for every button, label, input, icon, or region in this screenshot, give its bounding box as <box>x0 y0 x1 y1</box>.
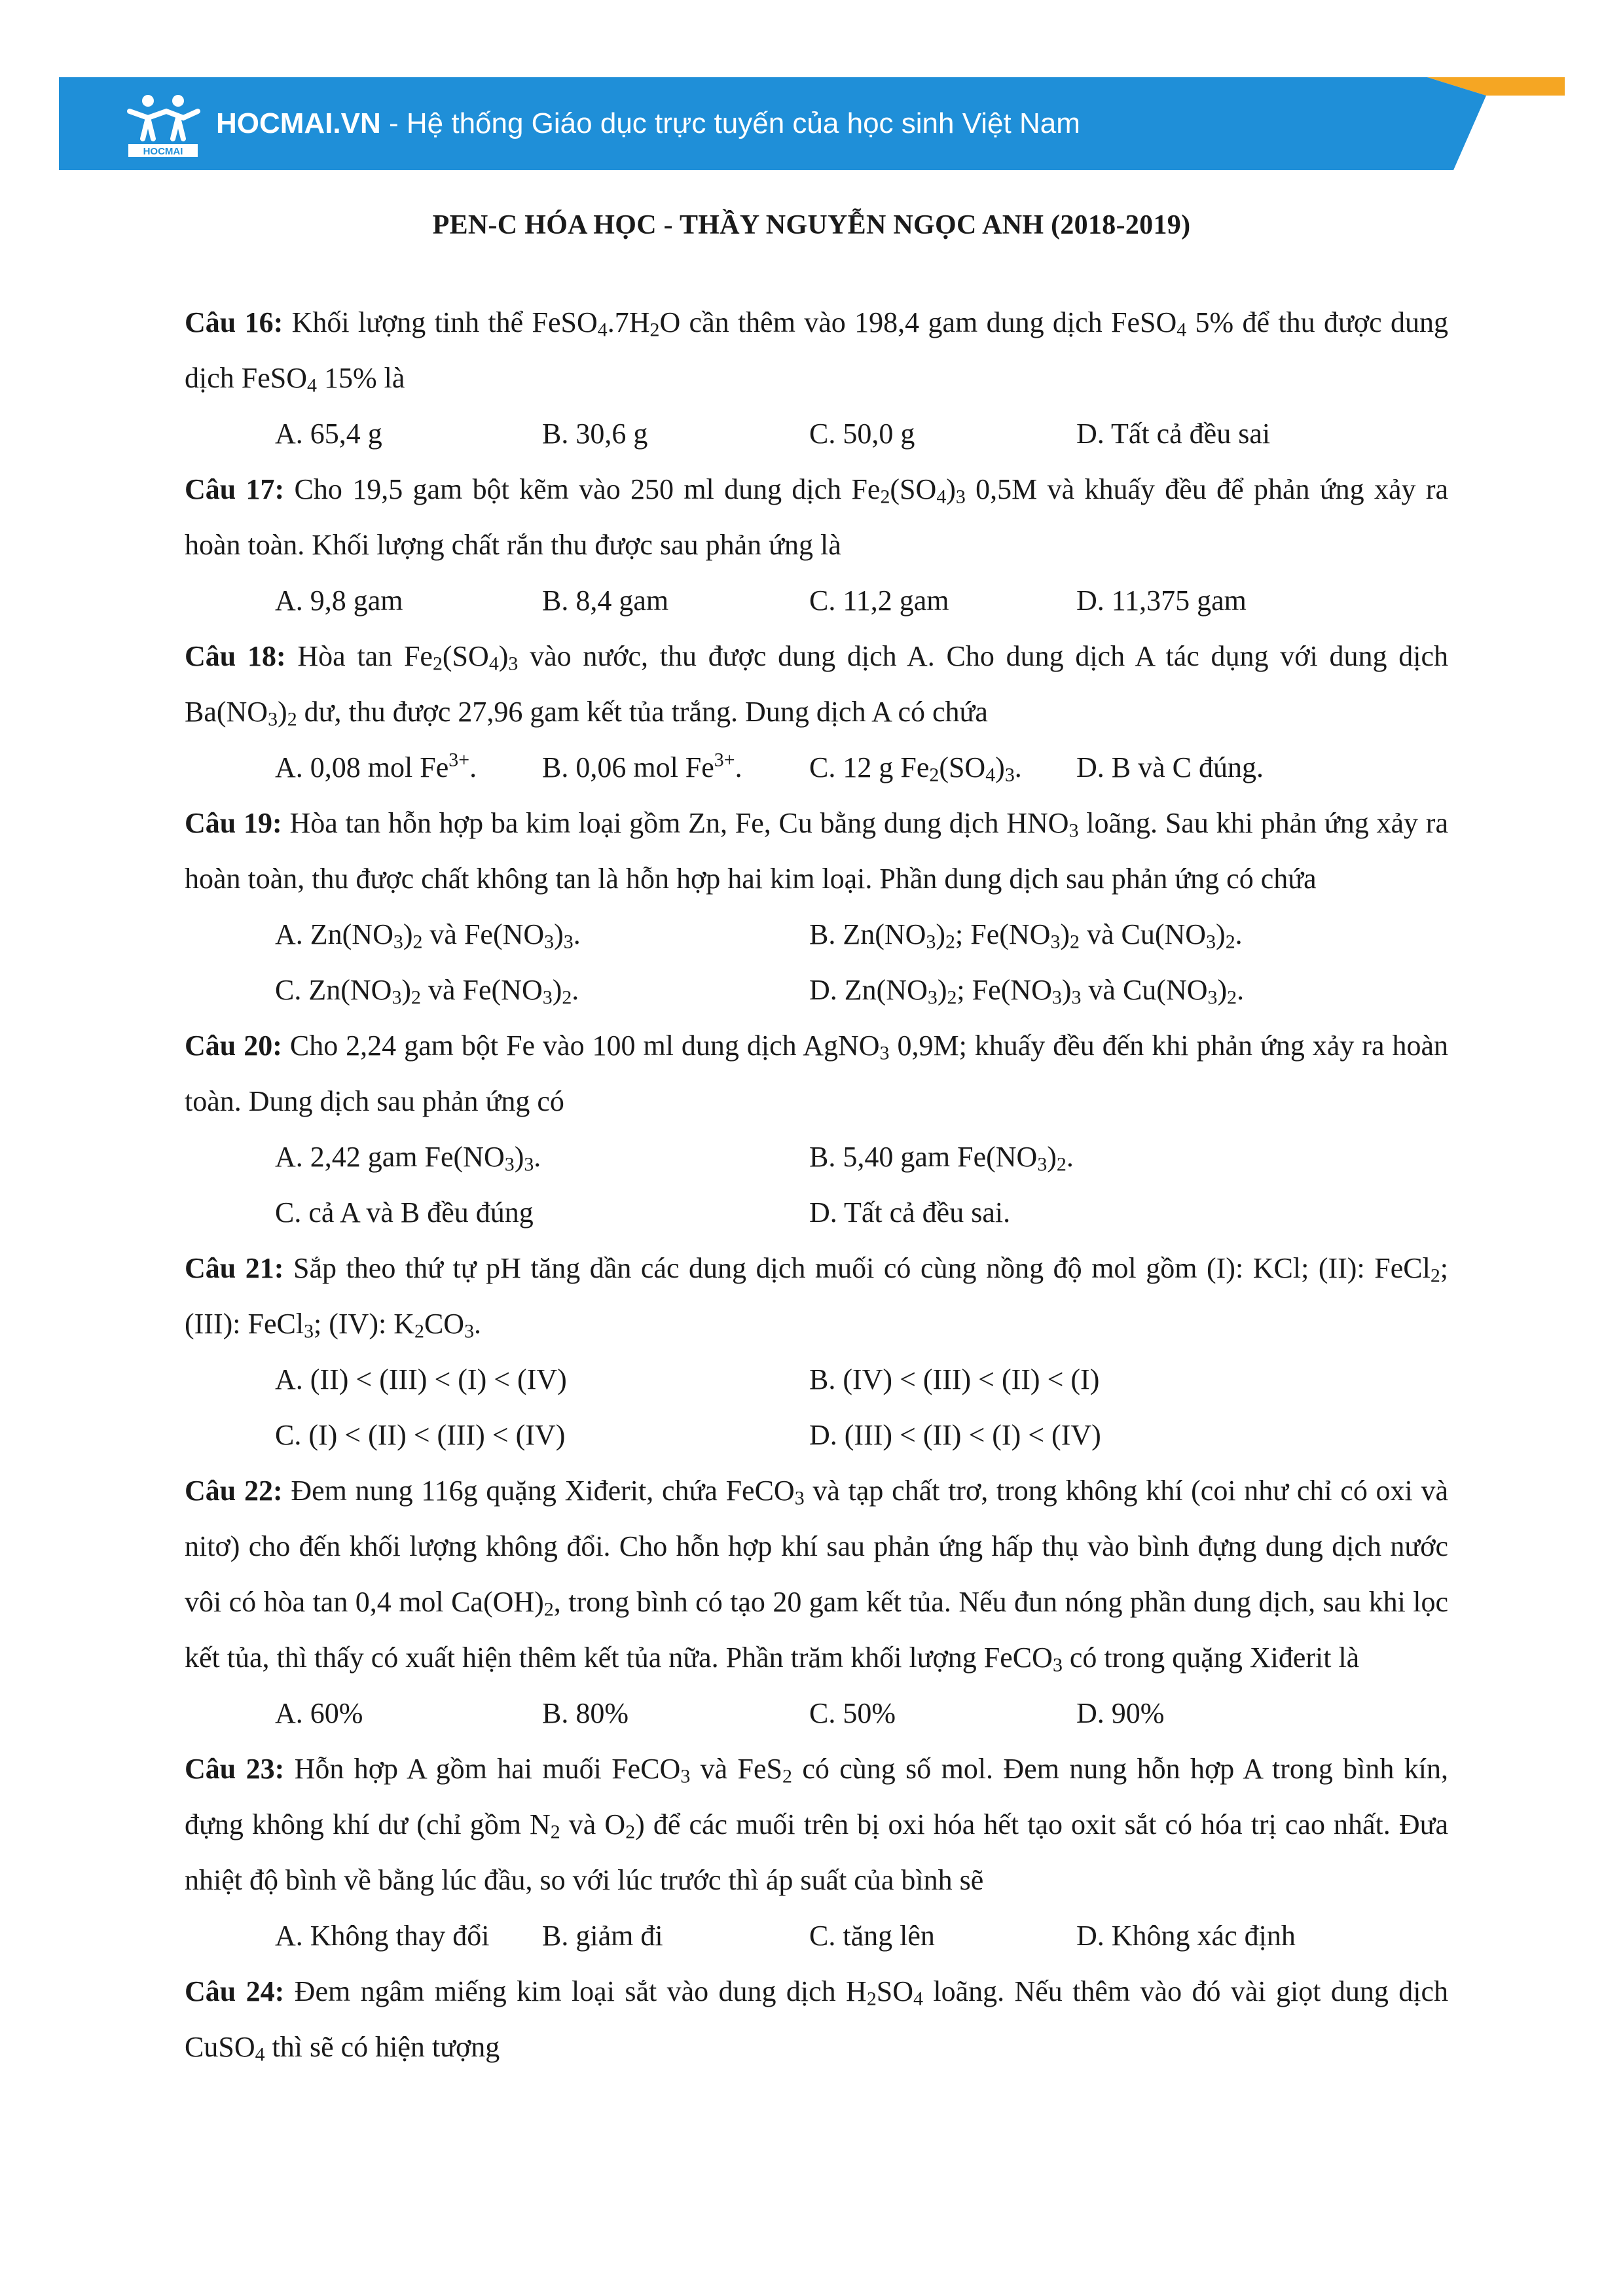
question-text: Đem nung 116g quặng Xiđerit, chứa FeCO$_3$ và tạp chất trơ, trong không khí (coi như chỉ có oxi và nitơ) cho đến khối lượng không đổi. Cho hỗn hợp khí sau phản ứng hấp thụ vào bình đựng dung dịch nước vôi có hòa tan 0,4 mol $Ca(OH)_2$, trong bình có tạo 20 gam kết tủa. Nếu đun nóng phần dung dịch, sau khi lọc kết tủa, thì thấy có xuất hiện thêm kết tủa nữa. Phần trăm khối lượng FeCO$_3$ có trong quặng Xiđerit là <box>185 1475 1449 1676</box>
logo-wordmark: HOCMAI <box>143 146 183 157</box>
question-text: Hòa $\tan Fe_2(SO_4)_3$ vào nước, thu được dung dịch A. Cho dung dịch A tác dụng với dung dịch $Ba(NO_3)_2$ dư, thu được 27,96 gam kết tủa trắng. Dung dịch A có chứa <box>185 640 1448 730</box>
question-stem <box>185 1463 1448 1685</box>
question-label: Câu 24: <box>185 1975 285 2007</box>
question-stem <box>185 295 1448 406</box>
question-text: Đem ngâm miếng kim loại sắt vào dung dịch $H_2SO_4$ loãng. Nếu thêm vào đó vài giọt dung dịch CuSO$_4$ thì sẽ có hiện tượng <box>185 1975 1448 2066</box>
question-16 <box>185 295 1448 461</box>
answer-option-b[interactable]: B. (IV) < (III) < (II) < (I) <box>809 1363 1100 1395</box>
answer-option-c[interactable]: C. tăng lên <box>809 1920 935 1952</box>
question-stem <box>185 1018 1448 1129</box>
question-stem <box>185 1741 1448 1908</box>
hocmai-logo[interactable] <box>124 92 202 160</box>
answer-option-c[interactable]: C. 11,2 gam <box>809 584 949 617</box>
answer-option-b[interactable]: B. 5,40 gam $Fe(NO_3)_2$. <box>809 1141 1074 1175</box>
answer-option-d[interactable]: D. 11,375 gam <box>1076 584 1247 617</box>
answer-option-c[interactable]: C. 50,0 g <box>809 418 915 450</box>
question-22 <box>185 1463 1448 1741</box>
answer-option-d[interactable]: D. (III) < (II) < (I) < (IV) <box>809 1419 1101 1451</box>
question-stem <box>185 795 1448 906</box>
question-20 <box>185 1018 1448 1240</box>
question-stem <box>185 461 1448 573</box>
answer-option-d[interactable]: D. Không xác định <box>1076 1920 1296 1952</box>
answer-option-c[interactable]: C. (I) < (II) < (III) < (IV) <box>275 1419 566 1451</box>
answer-row <box>185 573 1448 628</box>
question-text: Sắp theo thứ tự pH tăng dần các dung dịch muối có cùng nồng độ mol gồm (I): KCl; (II): FeCl$_2$; (III): FeCl$_3$; (IV): $K_2CO_3$. <box>185 1252 1449 1342</box>
question-18 <box>185 628 1448 795</box>
answer-option-b[interactable]: B. giảm đi <box>542 1920 663 1952</box>
answer-option-d[interactable]: D. B và C đúng. <box>1076 751 1264 783</box>
answer-option-a[interactable]: A. 60% <box>275 1697 363 1729</box>
question-text: Khối lượng tinh thể $FeSO_4.7H_2O$ cần thêm vào 198,4 gam dung dịch FeSO$_4$ 5% để thu được dung dịch FeSO$_4$ 15% là <box>185 306 1448 397</box>
answer-row <box>185 1685 1448 1741</box>
answer-option-a[interactable]: A. 65,4 g <box>275 418 382 450</box>
question-label: Câu 16: <box>185 306 283 338</box>
answer-option-b[interactable]: B. 30,6 g <box>542 418 648 450</box>
question-21 <box>185 1240 1448 1463</box>
question-label: Câu 19: <box>185 807 282 839</box>
answer-option-c[interactable]: C. cả A và B đều đúng <box>275 1196 534 1229</box>
question-label: Câu 20: <box>185 1030 282 1062</box>
answer-row <box>185 962 1448 1018</box>
question-23 <box>185 1741 1448 1964</box>
answer-option-a[interactable]: A. 9,8 gam <box>275 584 403 617</box>
answer-row <box>185 740 1448 795</box>
question-stem <box>185 628 1448 740</box>
question-text: Hòa tan hỗn hợp ba kim loại gồm Zn, Fe, Cu bằng dung dịch $HNO_3$ loãng. Sau khi phản ứng xảy ra hoàn toàn, thu được chất không tan là hỗn hợp hai kim loại. Phần dung dịch sau phản ứng có chứa <box>185 807 1448 895</box>
answer-row <box>185 1407 1448 1463</box>
question-17 <box>185 461 1448 628</box>
document-title: PEN-C HÓA HỌC - THẦY NGUYỄN NGỌC ANH (2018-2019) <box>432 210 1191 240</box>
answer-option-a[interactable]: A. 0,08 mol $Fe^{3+}$. <box>275 749 477 783</box>
answer-option-c[interactable]: C. $Zn(NO_3)_2$ và $Fe(NO_3)_2$. <box>275 974 579 1009</box>
answer-row <box>185 406 1448 461</box>
answer-option-d[interactable]: D. Tất cả đều sai <box>1076 418 1271 450</box>
question-text: Hỗn hợp A gồm hai muối FeCO$_3$ và FeS$_2$ có cùng số mol. Đem nung hỗn hợp A trong bình kín, đựng không khí dư (chỉ gồm $N_2$ và $O_2$) để các muối trên bị oxi hóa hết tạo oxit sắt có hóa trị cao nhất. Đưa nhiệt độ bình về bằng lúc đầu, so với lúc trước thì áp suất của bình sẽ <box>185 1753 1449 1896</box>
answer-option-b[interactable]: B. 80% <box>542 1697 629 1729</box>
answer-option-a[interactable]: A. Không thay đổi <box>275 1920 490 1952</box>
question-label: Câu 23: <box>185 1753 285 1785</box>
question-list <box>185 295 1448 2075</box>
answer-option-a[interactable]: A. $Zn(NO_3)_2$ và $Fe(NO_3)_3$. <box>275 918 581 953</box>
answer-row <box>185 1352 1448 1407</box>
question-label: Câu 22: <box>185 1475 283 1507</box>
answer-option-b[interactable]: B. $Zn(NO_3)_2$; $Fe(NO_3)_2$ và $Cu(NO_3)_2$. <box>809 918 1243 953</box>
answer-row <box>185 906 1448 962</box>
question-label: Câu 18: <box>185 640 286 672</box>
hocmai-logo-icon <box>124 92 202 160</box>
brand-name[interactable]: HOCMAI.VN <box>216 107 381 139</box>
answer-option-d[interactable]: D. 90% <box>1076 1697 1165 1729</box>
banner-text <box>216 77 1080 170</box>
answer-option-b[interactable]: B. 8,4 gam <box>542 584 669 617</box>
answer-row <box>185 1185 1448 1240</box>
answer-option-c[interactable]: C. 50% <box>809 1697 896 1729</box>
brand-slogan: - Hệ thống Giáo dục trực tuyến của học sinh Việt Nam <box>380 107 1080 139</box>
question-stem <box>185 1240 1448 1352</box>
question-label: Câu 17: <box>185 473 285 505</box>
answer-option-d[interactable]: D. $Zn(NO_3)_2$; $Fe(NO_3)_3$ và $Cu(NO_3)_2$. <box>809 974 1245 1009</box>
answer-option-a[interactable]: A. (II) < (III) < (I) < (IV) <box>275 1363 567 1395</box>
question-text: Cho 19,5 gam bột kẽm vào 250 ml dung dịch $Fe_2(SO_4)_3$ 0,5M và khuấy đều để phản ứng xảy ra hoàn toàn. Khối lượng chất rắn thu được sau phản ứng là <box>185 473 1449 561</box>
question-stem <box>185 1964 1448 2075</box>
question-19 <box>185 795 1448 1018</box>
answer-option-c[interactable]: C. 12 g $Fe_2(SO_4)_3$. <box>809 751 1022 786</box>
answer-row <box>185 1908 1448 1964</box>
answer-option-a[interactable]: A. 2,42 gam $Fe(NO_3)_3$. <box>275 1141 541 1175</box>
question-label: Câu 21: <box>185 1252 284 1284</box>
answer-option-d[interactable]: D. Tất cả đều sai. <box>809 1196 1011 1229</box>
answer-option-b[interactable]: B. 0,06 mol $Fe^{3+}$. <box>542 749 742 783</box>
question-text: Cho 2,24 gam bột Fe vào 100 ml dung dịch AgNO$_3$ 0,9M; khuấy đều đến khi phản ứng xảy ra hoàn toàn. Dung dịch sau phản ứng có <box>185 1030 1448 1117</box>
header-banner <box>59 77 1565 170</box>
answer-row <box>185 1129 1448 1185</box>
question-24 <box>185 1964 1448 2075</box>
